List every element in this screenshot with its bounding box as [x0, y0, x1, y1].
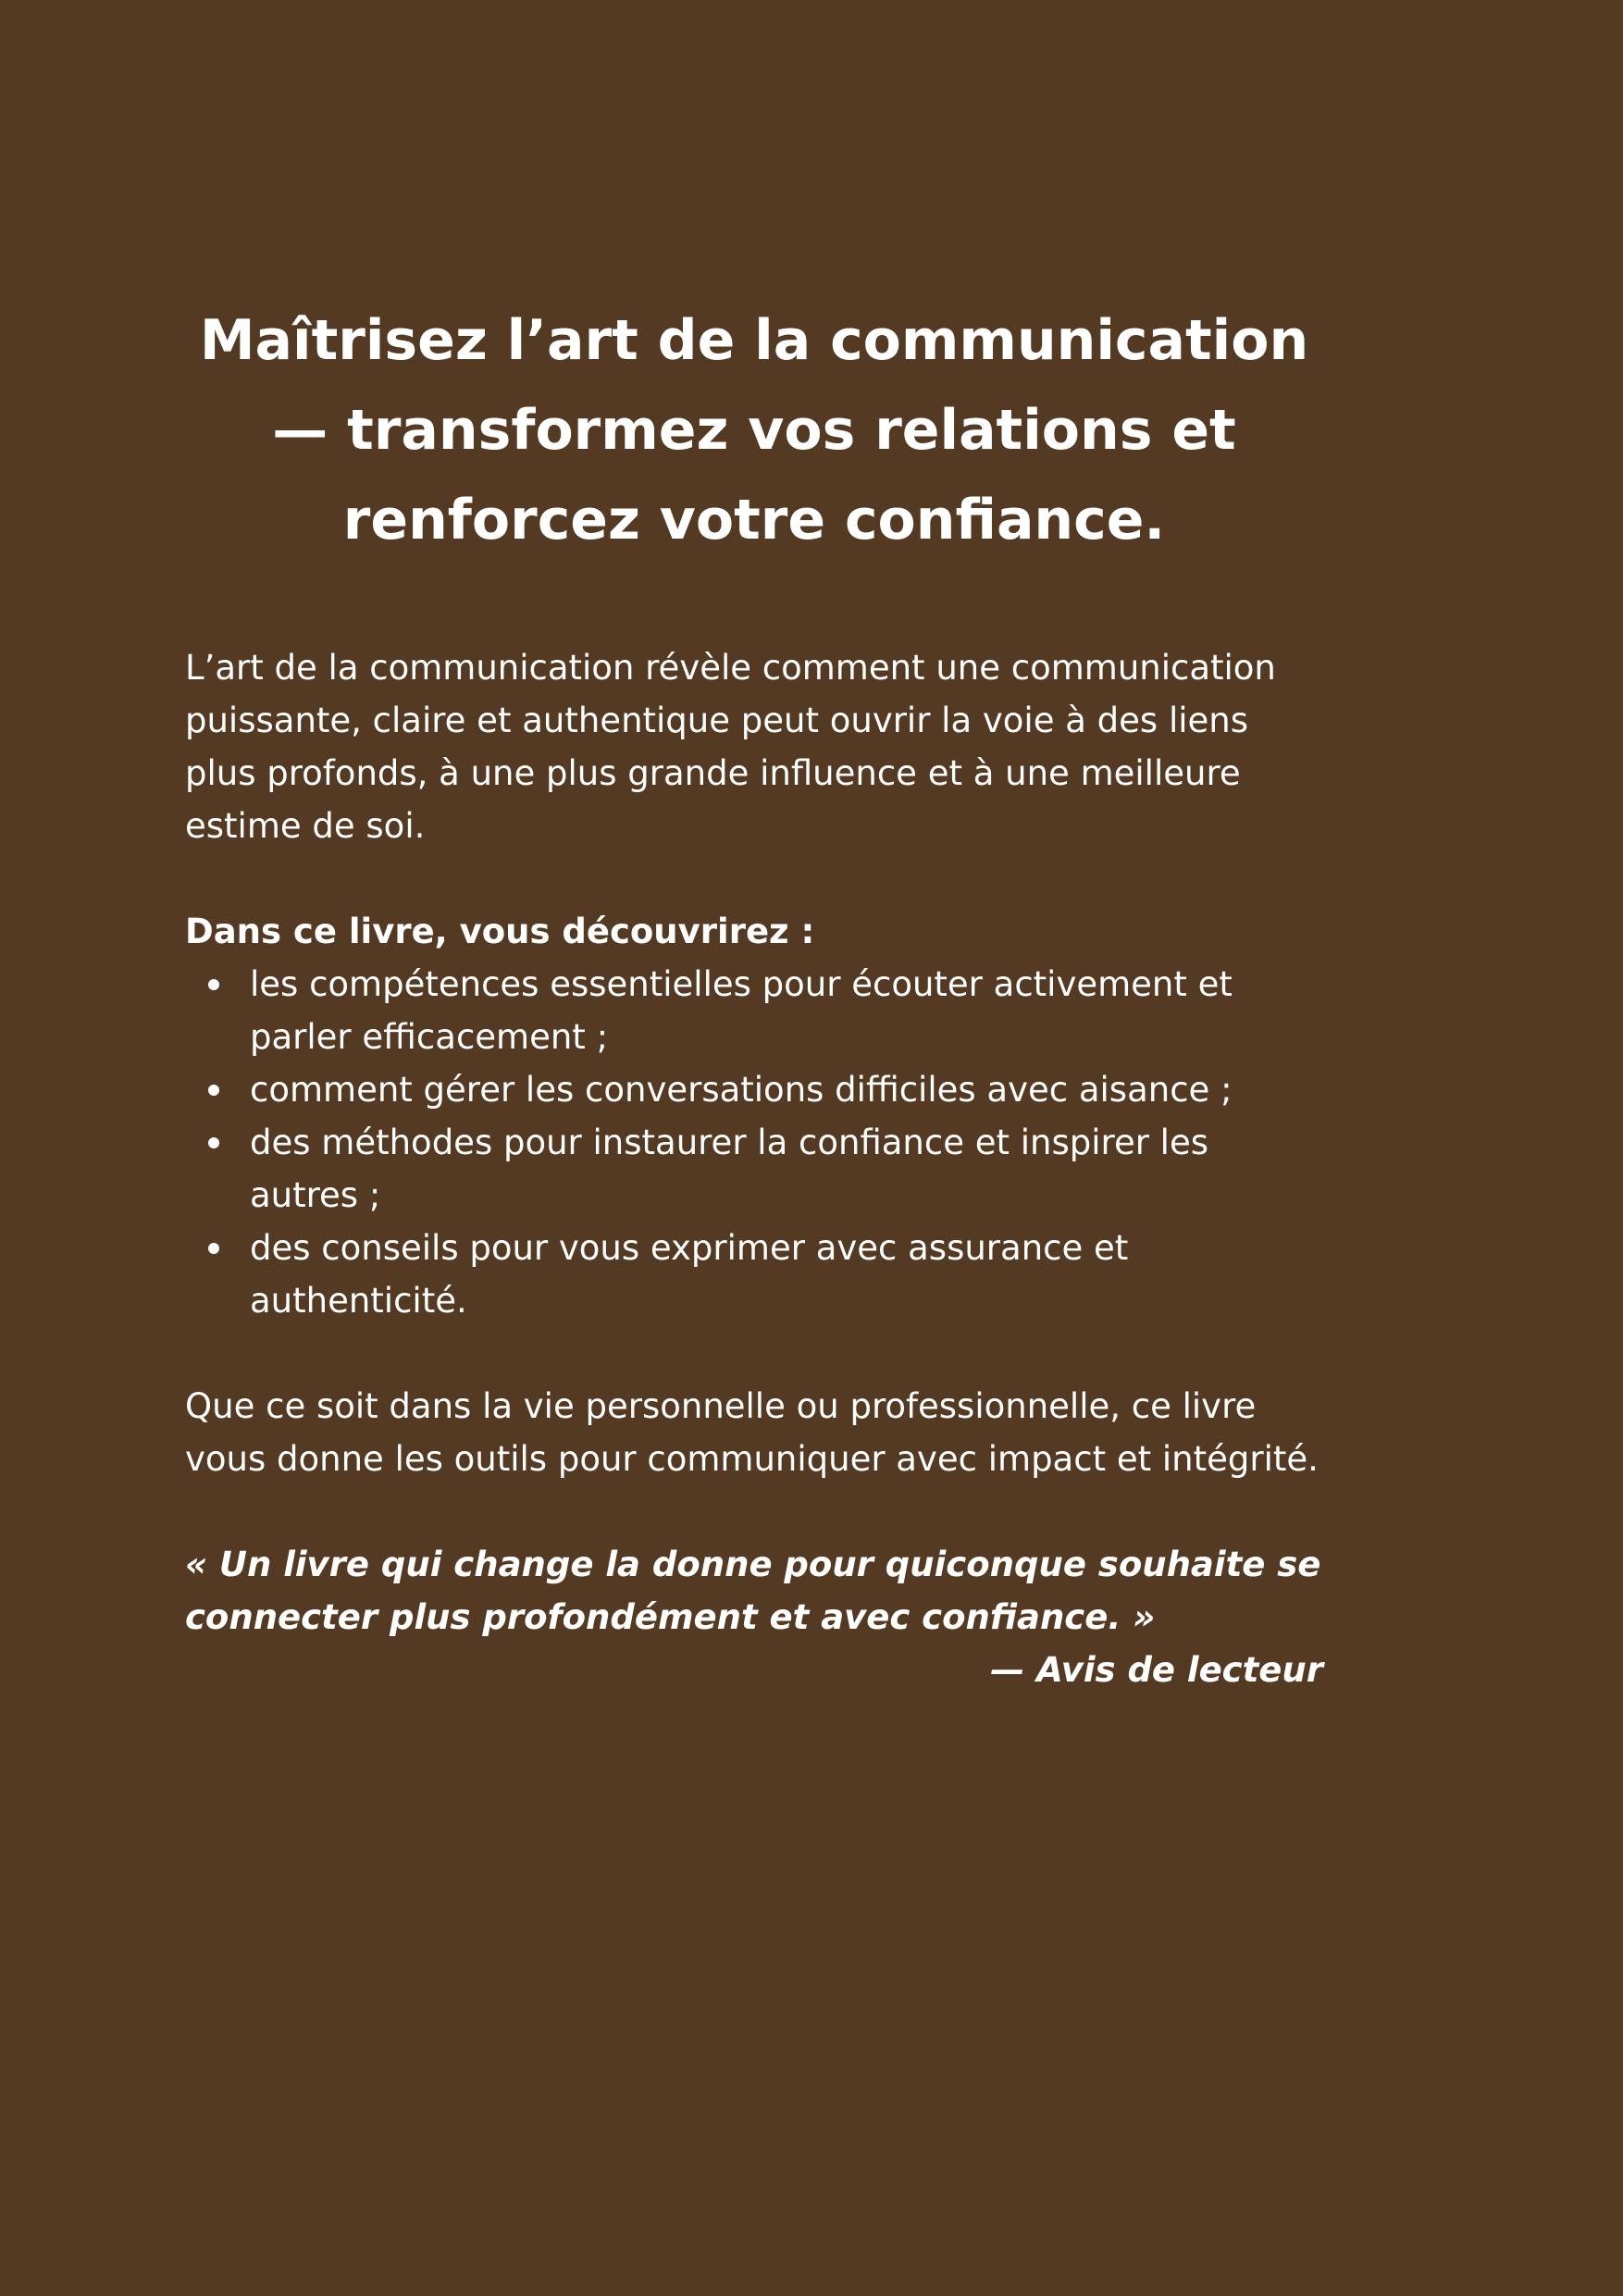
- bullet-icon: [208, 979, 219, 990]
- list-item: [185, 1116, 1323, 1222]
- back-cover-content: [185, 296, 1323, 1696]
- headline-line: renforcez votre confiance.: [342, 488, 1166, 552]
- list-item: [185, 1222, 1323, 1327]
- list-item: [185, 958, 1323, 1063]
- headline-line: Maîtrisez l’art de la communication: [199, 308, 1309, 373]
- list-item-text: des conseils pour vous exprimer avec assurance et authenticité.: [250, 1228, 1129, 1321]
- list-item-text: des méthodes pour instaurer la confiance et inspirer les autres ;: [250, 1123, 1208, 1215]
- bullet-icon: [208, 1137, 219, 1148]
- intro-paragraph: L’art de la communication révèle comment une communication puissante, claire et authentique peut ouvrir la voie à des liens plus profonds, à une plus grande influence et à une meilleure estime de soi.: [185, 648, 1276, 846]
- testimonial-quote: « Un livre qui change la donne pour quiconque souhaite se connecter plus profondément et avec confiance. »: [185, 1545, 1321, 1637]
- list-item-text: comment gérer les conversations difficiles avec aisance ;: [250, 1070, 1233, 1110]
- bullet-icon: [208, 1085, 219, 1096]
- list-item: [185, 1063, 1323, 1116]
- list-item-text: les compétences essentielles pour écouter activement et parler efficacement ;: [250, 964, 1233, 1057]
- headline-line: — transformez vos relations et: [272, 398, 1236, 463]
- bullet-icon: [208, 1243, 219, 1254]
- section-heading: Dans ce livre, vous découvrirez :: [185, 912, 815, 951]
- closing-paragraph: Que ce soit dans la vie personnelle ou professionnelle, ce livre vous donne les outils pour communiquer avec impact et intégrité.: [185, 1386, 1319, 1479]
- bullet-list: [185, 958, 1323, 1327]
- testimonial-attribution: — Avis de lecteur: [990, 1650, 1323, 1690]
- headline: [185, 296, 1323, 565]
